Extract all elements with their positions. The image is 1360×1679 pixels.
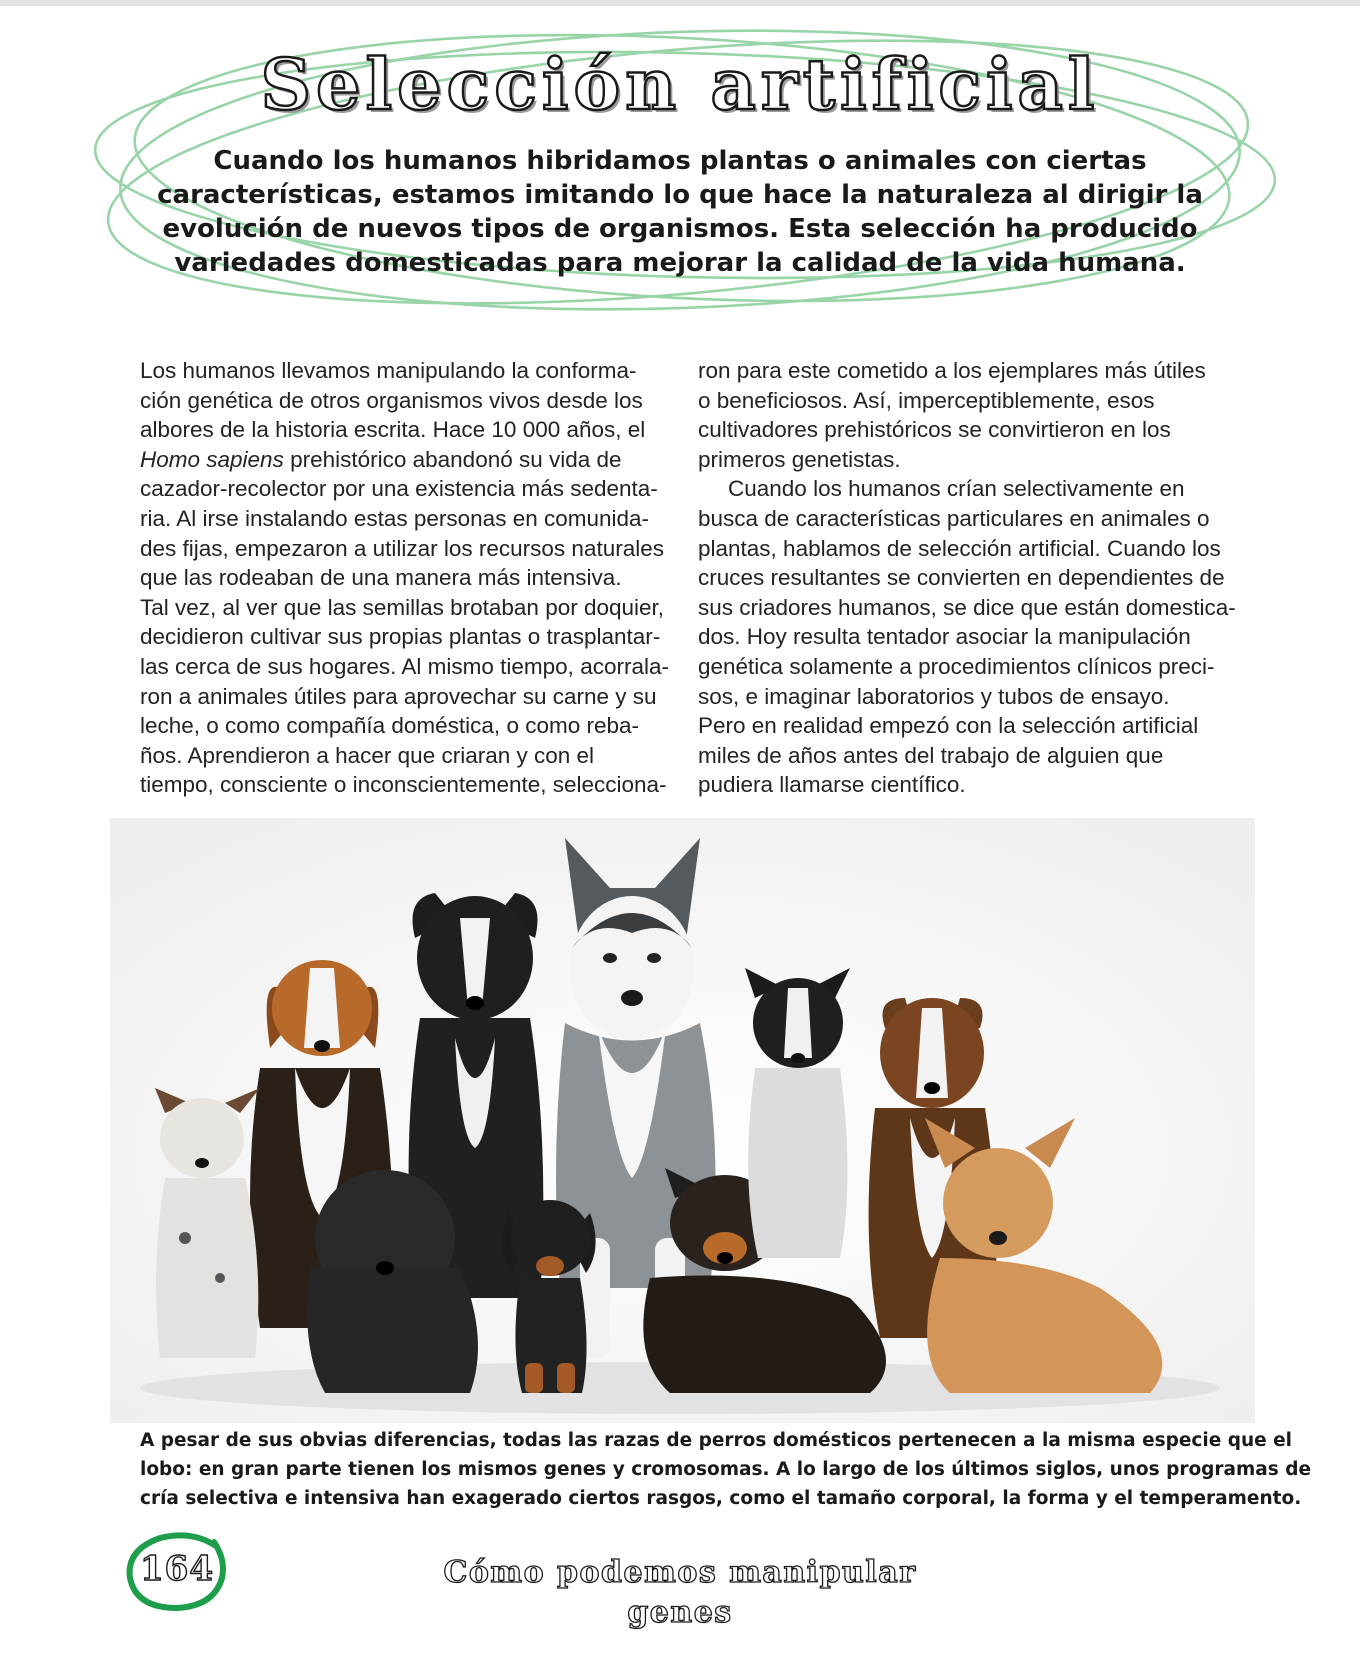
body-line: ron a animales útiles para aprovechar su carne y su: [140, 683, 657, 709]
body-column-left: [140, 356, 672, 800]
body-line: Pero en realidad empezó con la selección artificial: [698, 713, 1199, 739]
page-number: 164: [140, 1549, 214, 1589]
body-line: genética solamente a procedimientos clínicos preci-: [698, 653, 1215, 679]
body-line: Los humanos llevamos manipulando la conforma-: [140, 358, 637, 383]
caption-line: cría selectiva e intensiva han exagerado ciertos rasgos, como el tamaño corporal, la forma y el temperamento.: [140, 1488, 1302, 1509]
body-line: miles de años antes del trabajo de alguien que: [698, 742, 1164, 768]
body-line: cruces resultantes se convierten en dependientes de: [698, 565, 1225, 591]
body-line: busca de características particulares en animales o: [698, 505, 1210, 531]
body-line: pudiera llamarse científico.: [698, 772, 966, 798]
caption-line: lobo: en gran parte tienen los mismos genes y cromosomas. A lo largo de los últimos siglos, unos programas de: [140, 1459, 1312, 1480]
body-line: ños. Aprendieron a hacer que criaran y con el: [140, 742, 595, 768]
body-line: ron para este cometido a los ejemplares más útiles: [698, 358, 1206, 383]
body-line: decidieron cultivar sus propias plantas o trasplantar-: [140, 624, 661, 650]
section-title: Cómo podemos manipular genes: [443, 1555, 917, 1630]
body-line: albores de la historia escrita. Hace 10 000 años, el: [140, 417, 646, 443]
intro-paragraph: Cuando los humanos hibridamos plantas o animales con ciertas características, estamos imitando lo que hace la naturaleza al dirigir la evolución de nuevos tipos de organismos. Esta selección ha producido variedades domesticadas para mejorar la calidad de la vida humana.: [157, 146, 1203, 278]
body-line: tiempo, consciente o inconscientemente, selecciona-: [140, 772, 667, 798]
body-line: las cerca de sus hogares. Al mismo tiempo, acorrala-: [140, 653, 669, 679]
body-line: ria. Al irse instalando estas personas en comunida-: [140, 505, 650, 531]
page-title: Selección artificial: [260, 43, 1100, 126]
black-white-dog: [745, 968, 850, 1258]
caption-line: A pesar de sus obvias diferencias, todas las razas de perros domésticos pertenecen a la misma especie que el: [140, 1430, 1293, 1451]
body-line: dos. Hoy resulta tentador asociar la manipulación: [698, 624, 1191, 650]
figure-caption: [140, 1426, 1312, 1513]
body-line: des fijas, empezaron a utilizar los recursos naturales: [140, 535, 664, 561]
body-line: que las rodeaban de una manera más intensiva.: [140, 565, 622, 591]
body-line: sos, e imaginar laboratorios y tubos de ensayo.: [698, 683, 1170, 709]
body-line: cultivadores prehistóricos se convirtieron en los: [698, 417, 1171, 443]
body-line: leche, o como compañía doméstica, o como reba-: [140, 713, 639, 739]
body-column-right: [698, 356, 1236, 800]
body-line: Tal vez, al ver que las semillas brotaban por doquier,: [140, 594, 665, 620]
body-line: o beneficiosos. Así, imperceptiblemente, esos: [698, 387, 1155, 413]
body-line: Homo sapiens prehistórico abandonó su vida de: [140, 446, 622, 472]
body-line: plantas, hablamos de selección artificial. Cuando los: [698, 535, 1221, 561]
body-line: primeros genetistas.: [698, 446, 901, 472]
species-name: Homo sapiens: [140, 446, 284, 472]
body-line: ción genética de otros organismos vivos desde los: [140, 387, 643, 413]
dogs-photo: [110, 818, 1255, 1423]
body-line: Cuando los humanos crían selectivamente en: [728, 476, 1185, 502]
body-line: cazador-recolector por una existencia más sedenta-: [140, 476, 658, 502]
body-line: sus criadores humanos, se dice que están domestica-: [698, 594, 1236, 620]
